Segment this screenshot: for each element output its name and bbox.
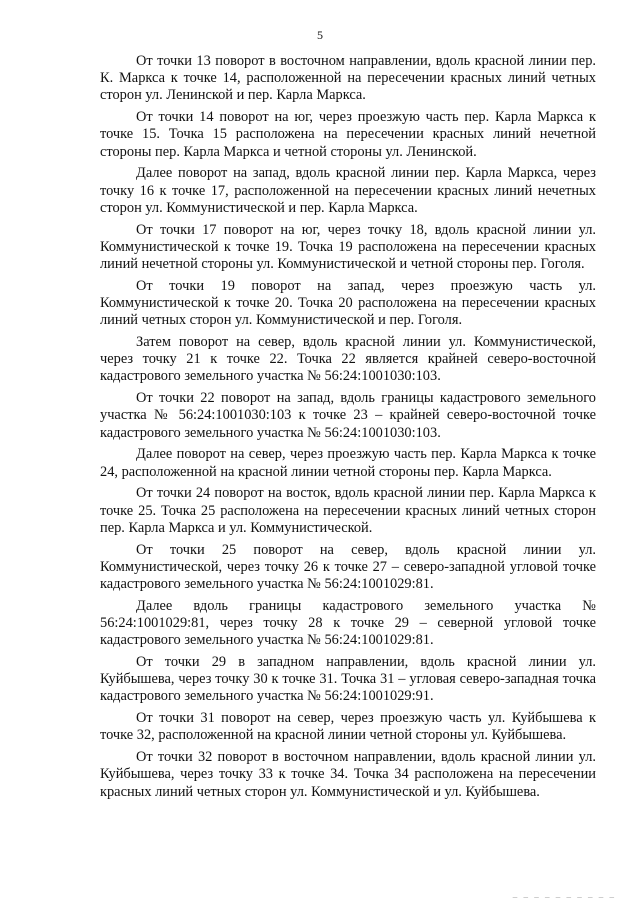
paragraph: От точки 14 поворот на юг, через проезжую часть пер. Карла Маркса к точке 15. Точка 15 расположена на пересечении красных линий нечетной стороны пер. Карла Маркса и четной стороны ул. Ленинской. <box>100 109 596 160</box>
paragraph: От точки 29 в западном направлении, вдоль красной линии ул. Куйбышева, через точку 30 к точке 31. Точка 31 – угловая северо-западная точка кадастрового земельного участка № 56:24:1001029:91. <box>100 654 596 705</box>
paragraph: Далее вдоль границы кадастрового земельного участка № 56:24:1001029:81, через точку 28 к точке 29 – северной угловой точке кадастрового земельного участка № 56:24:1001029:81. <box>100 597 596 649</box>
document-body <box>100 53 596 805</box>
paragraph: От точки 13 поворот в восточном направлении, вдоль красной линии пер. К. Маркса к точке 14, расположенной на пересечении красных линий четных сторон ул. Ленинской и пер. Карла Маркса. <box>100 53 596 104</box>
paragraph: От точки 32 поворот в восточном направлении, вдоль красной линии ул. Куйбышева, через точку 33 к точке 34. Точка 34 расположена на пересечении красных линий четных сторон ул. Коммунистической и ул. Куйбышева. <box>100 749 596 800</box>
scan-artifact: _ _ _ _ _ _ _ _ _ _ <box>512 889 616 899</box>
paragraph: Далее поворот на запад, вдоль красной линии пер. Карла Маркса, через точку 16 к точке 17, расположенной на пересечении красных линий нечетных сторон ул. Коммунистической и пер. Карла Маркса. <box>100 165 596 216</box>
paragraph: От точки 22 поворот на запад, вдоль границы кадастрового земельного участка № 56:24:1001030:103 к точке 23 – крайней северо-восточной точке кадастрового земельного участка № 56:24:1001030:103. <box>100 390 596 441</box>
page-number: 5 <box>317 28 323 42</box>
paragraph: От точки 17 поворот на юг, через точку 18, вдоль красной линии ул. Коммунистической к точке 19. Точка 19 расположена на пересечении красных линий нечетной стороны ул. Коммунистической и четной стороны пер. Гоголя. <box>100 221 596 273</box>
paragraph: Затем поворот на север, вдоль красной линии ул. Коммунистической, через точку 21 к точке 22. Точка 22 является крайней северо-восточной кадастрового земельного участка № 56:24:1001030:103. <box>100 334 596 385</box>
paragraph: От точки 19 поворот на запад, через проезжую часть ул. Коммунистической к точке 20. Точка 20 расположена на пересечении красных линий четных сторон ул. Коммунистической и пер. Гоголя. <box>100 277 596 329</box>
paragraph: Далее поворот на север, через проезжую часть пер. Карла Маркса к точке 24, расположенной на красной линии четной стороны пер. Карла Маркса. <box>100 446 596 480</box>
paragraph: От точки 25 поворот на север, вдоль красной линии ул. Коммунистической, через точку 26 к точке 27 – северо-западной угловой точке кадастрового земельного участка № 56:24:1001029:81. <box>100 541 596 593</box>
paragraph: От точки 24 поворот на восток, вдоль красной линии пер. Карла Маркса к точке 25. Точка 25 расположена на пересечении красных линий четных сторон пер. Карла Маркса и ул. Коммунистической. <box>100 485 596 536</box>
paragraph: От точки 31 поворот на север, через проезжую часть ул. Куйбышева к точке 32, расположенной на красной линии четной стороны ул. Куйбышева. <box>100 710 596 744</box>
